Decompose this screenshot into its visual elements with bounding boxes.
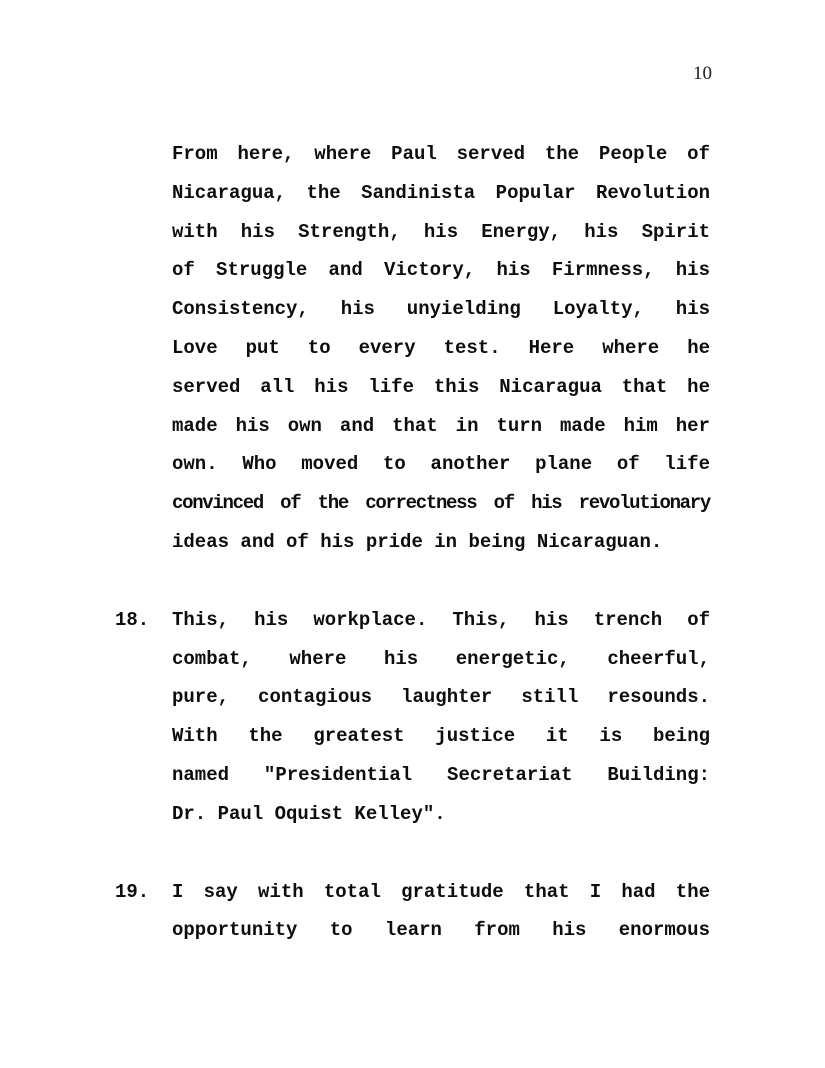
text-line: convinced of the correctness of his revolutionary	[172, 492, 710, 515]
text-line: opportunity to learn from his enormous	[172, 919, 710, 942]
text-line: own. Who moved to another plane of life	[172, 453, 710, 476]
text-line: served all his life this Nicaragua that he	[172, 375, 710, 398]
text-line: This, his workplace. This, his trench of	[172, 608, 710, 631]
text-line: Nicaragua, the Sandinista Popular Revolution	[172, 181, 710, 204]
paragraph-number: 18.	[115, 608, 150, 631]
text-line: pure, contagious laughter still resounds.	[172, 686, 710, 709]
text-line: With the greatest justice it is being	[172, 725, 710, 748]
text-line: of Struggle and Victory, his Firmness, his	[172, 259, 710, 282]
text-line: Consistency, his unyielding Loyalty, his	[172, 298, 710, 321]
text-line: ideas and of his pride in being Nicaraguan.	[172, 530, 663, 553]
text-line: combat, where his energetic, cheerful,	[172, 647, 710, 670]
paragraph	[115, 135, 712, 562]
text-line: with his Strength, his Energy, his Spirit	[172, 220, 710, 243]
text-line: named "Presidential Secretariat Building:	[172, 763, 710, 786]
text-line: From here, where Paul served the People of	[172, 143, 710, 165]
paragraph-number	[115, 135, 172, 562]
text-line: made his own and that in turn made him her	[172, 414, 710, 437]
paragraph-lines	[172, 601, 710, 834]
paragraph-lines	[172, 135, 710, 562]
paragraph	[115, 873, 712, 951]
paragraphs-container	[115, 135, 712, 950]
text-line: I say with total gratitude that I had the	[172, 880, 710, 903]
paragraph-lines	[172, 873, 710, 951]
page-number: 10	[693, 63, 712, 84]
paragraph-number: 19.	[115, 880, 150, 903]
text-line: Dr. Paul Oquist Kelley".	[172, 802, 446, 825]
text-line: Love put to every test. Here where he	[172, 336, 710, 359]
paragraph	[115, 601, 712, 834]
